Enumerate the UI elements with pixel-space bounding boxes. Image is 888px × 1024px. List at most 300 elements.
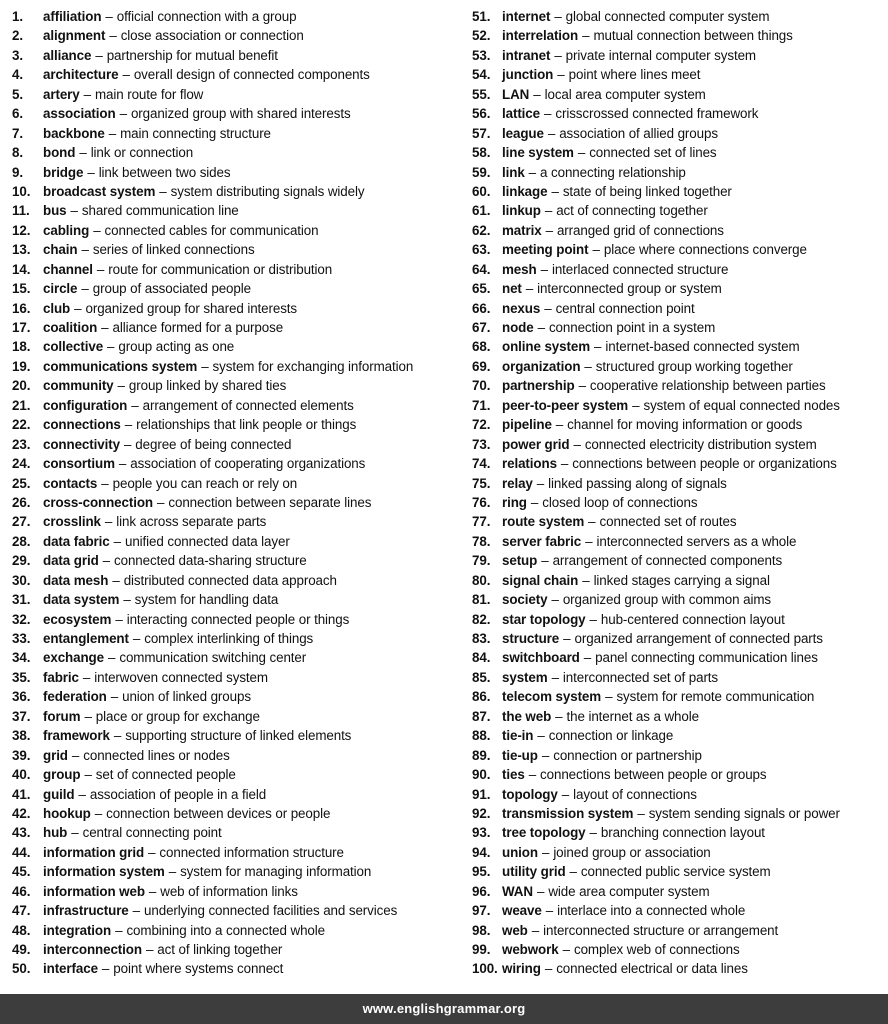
item-term: artery — [43, 86, 80, 102]
list-item — [472, 882, 884, 901]
item-separator: – — [540, 261, 548, 277]
list-item — [472, 707, 884, 726]
item-term: grid — [43, 747, 68, 763]
item-term: topology — [502, 786, 558, 802]
item-number: 63. — [472, 242, 491, 258]
item-definition: association of people in a field — [89, 786, 267, 802]
item-separator: – — [115, 611, 123, 627]
item-number: 22. — [12, 417, 31, 433]
list-item — [472, 785, 884, 804]
item-separator: – — [533, 86, 541, 102]
list-item — [472, 65, 884, 84]
item-definition: connected data-sharing structure — [114, 553, 307, 569]
item-term: system — [502, 669, 548, 685]
list-item — [12, 726, 462, 745]
item-term: infrastructure — [43, 903, 129, 919]
item-definition: organized group with common aims — [562, 592, 771, 608]
item-separator: – — [557, 67, 565, 83]
item-term: organization — [502, 358, 581, 374]
item-separator: – — [536, 883, 545, 899]
list-item — [472, 901, 884, 920]
item-term: line system — [502, 145, 574, 161]
item-definition: connection or partnership — [553, 747, 702, 763]
item-separator: – — [585, 533, 593, 549]
item-definition: union of linked groups — [122, 689, 251, 705]
list-item — [472, 26, 884, 45]
list-item — [472, 260, 884, 279]
item-definition: complex interlinking of things — [144, 631, 314, 646]
item-term: consortium — [43, 456, 115, 472]
item-separator: – — [124, 417, 133, 433]
item-term: linkup — [502, 203, 541, 219]
list-item — [12, 590, 462, 609]
item-term: integration — [43, 922, 112, 938]
item-separator: – — [554, 9, 562, 24]
item-term: architecture — [43, 67, 119, 83]
item-separator: – — [555, 708, 563, 724]
item-separator: – — [82, 669, 91, 685]
item-number: 70. — [472, 378, 491, 394]
item-term: switchboard — [502, 650, 580, 666]
item-separator: – — [555, 417, 564, 433]
list-item — [12, 357, 462, 376]
item-separator: – — [87, 164, 95, 180]
item-term: transmission system — [502, 805, 634, 821]
item-separator: – — [101, 320, 109, 335]
item-definition: interconnected structure or arrangement — [543, 922, 779, 938]
item-number: 2. — [12, 28, 23, 44]
item-definition: web of information links — [160, 883, 298, 899]
item-number: 42. — [12, 805, 31, 821]
item-term: connectivity — [43, 436, 120, 452]
item-definition: state of being linked together — [562, 183, 732, 199]
item-separator: – — [123, 592, 131, 608]
item-separator: – — [530, 494, 539, 510]
list-item — [472, 921, 884, 940]
item-separator: – — [584, 358, 592, 374]
item-separator: – — [117, 378, 125, 394]
item-definition: linked stages carrying a signal — [593, 572, 770, 588]
item-term: group — [43, 767, 81, 783]
item-term: data fabric — [43, 533, 110, 549]
item-definition: main connecting structure — [120, 125, 271, 141]
item-term: online system — [502, 339, 591, 355]
item-definition: link or connection — [90, 145, 194, 161]
item-separator: – — [132, 903, 141, 919]
item-term: web — [502, 922, 528, 938]
item-definition: main route for flow — [94, 86, 204, 102]
item-number: 67. — [472, 320, 491, 335]
item-term: relations — [502, 456, 557, 472]
item-definition: group of associated people — [92, 281, 251, 297]
list-item — [12, 882, 462, 901]
item-term: hub — [43, 825, 68, 841]
list-item — [472, 454, 884, 473]
item-definition: the internet as a whole — [566, 708, 699, 724]
item-number: 71. — [472, 397, 491, 413]
item-number: 77. — [472, 514, 491, 530]
item-separator: – — [109, 28, 117, 44]
item-number: 96. — [472, 883, 491, 899]
item-definition: system for handling data — [134, 592, 279, 608]
item-number: 10. — [12, 183, 31, 199]
item-definition: wide area computer system — [548, 883, 710, 899]
item-separator: – — [541, 553, 549, 569]
item-term: data mesh — [43, 572, 109, 588]
item-number: 57. — [472, 125, 491, 141]
item-definition: cooperative relationship between parties — [589, 378, 826, 394]
list-item — [12, 279, 462, 298]
item-separator: – — [588, 514, 596, 530]
item-number: 74. — [472, 456, 491, 472]
item-definition: distributed connected data approach — [123, 572, 337, 588]
item-separator: – — [528, 767, 537, 783]
item-separator: – — [589, 825, 597, 841]
item-number: 37. — [12, 708, 31, 724]
item-definition: hub-centered connection layout — [600, 611, 785, 627]
item-definition: place or group for exchange — [95, 708, 260, 724]
item-number: 40. — [12, 767, 31, 783]
item-definition: interconnected group or system — [537, 281, 722, 297]
item-separator: – — [536, 475, 545, 491]
item-term: communications system — [43, 358, 198, 374]
item-term: route system — [502, 514, 585, 530]
item-term: setup — [502, 553, 538, 569]
item-separator: – — [531, 922, 540, 938]
item-number: 39. — [12, 747, 31, 763]
item-term: information system — [43, 864, 165, 880]
item-number: 90. — [472, 767, 491, 783]
item-separator: – — [577, 145, 586, 161]
item-term: tie-up — [502, 747, 538, 763]
list-item — [12, 610, 462, 629]
item-term: federation — [43, 689, 107, 705]
item-number: 65. — [472, 281, 491, 297]
item-term: LAN — [502, 86, 530, 102]
item-number: 7. — [12, 125, 23, 141]
list-item — [12, 648, 462, 667]
list-item — [472, 124, 884, 143]
item-definition: mutual connection between things — [593, 28, 793, 44]
item-definition: connected electrical or data lines — [556, 961, 748, 977]
list-item — [12, 435, 462, 454]
list-item — [12, 862, 462, 881]
item-definition: series of linked connections — [92, 242, 255, 258]
list-item — [472, 726, 884, 745]
item-term: channel — [43, 261, 93, 277]
list-item — [12, 260, 462, 279]
list-item — [12, 901, 462, 920]
list-item — [472, 804, 884, 823]
list-item — [12, 746, 462, 765]
item-number: 12. — [12, 222, 31, 238]
item-separator: – — [551, 669, 559, 685]
item-number: 58. — [472, 145, 491, 161]
item-separator: – — [605, 689, 613, 705]
item-definition: arranged grid of connections — [556, 222, 724, 238]
item-number: 64. — [472, 261, 491, 277]
list-item — [472, 376, 884, 395]
item-separator: – — [148, 883, 157, 899]
item-definition: layout of connections — [573, 786, 697, 802]
item-number: 75. — [472, 475, 491, 491]
item-separator: – — [525, 281, 534, 297]
item-definition: interconnected servers as a whole — [596, 533, 797, 549]
item-separator: – — [537, 320, 545, 335]
item-separator: – — [104, 514, 113, 530]
item-separator: – — [544, 961, 553, 977]
item-definition: group linked by shared ties — [128, 378, 287, 394]
item-definition: interlace into a connected whole — [557, 903, 746, 919]
list-item — [12, 765, 462, 784]
item-number: 88. — [472, 728, 491, 744]
item-number: 5. — [12, 86, 23, 102]
item-number: 89. — [472, 747, 491, 763]
item-separator: – — [157, 494, 165, 510]
item-term: contacts — [43, 475, 98, 491]
item-number: 27. — [12, 514, 31, 530]
item-number: 9. — [12, 164, 23, 180]
item-number: 85. — [472, 669, 491, 685]
item-definition: point where lines meet — [568, 67, 701, 83]
list-item — [12, 26, 462, 45]
item-number: 84. — [472, 650, 491, 666]
item-separator: – — [102, 553, 111, 569]
list-item — [472, 7, 884, 26]
item-separator: – — [84, 708, 92, 724]
item-number: 36. — [12, 689, 31, 705]
item-separator: – — [528, 164, 537, 180]
list-item — [472, 959, 884, 978]
list-item — [12, 804, 462, 823]
item-term: intranet — [502, 47, 551, 63]
item-term: interrelation — [502, 28, 579, 44]
item-term: ties — [502, 767, 525, 783]
item-number: 51. — [472, 9, 491, 24]
item-definition: joined group or association — [553, 844, 711, 860]
item-number: 94. — [472, 844, 491, 860]
item-number: 72. — [472, 417, 491, 433]
item-definition: connection between separate lines — [168, 494, 372, 510]
item-number: 44. — [12, 844, 31, 860]
item-number: 59. — [472, 164, 491, 180]
item-number: 56. — [472, 106, 491, 122]
item-definition: underlying connected facilities and services — [144, 903, 398, 919]
list-item — [472, 862, 884, 881]
item-term: webwork — [502, 942, 559, 957]
item-term: affiliation — [43, 9, 102, 24]
list-item — [12, 532, 462, 551]
list-item — [472, 551, 884, 570]
item-separator: – — [112, 572, 120, 588]
item-number: 62. — [472, 222, 491, 238]
item-term: weave — [502, 903, 542, 919]
item-definition: overall design of connected components — [133, 67, 370, 83]
item-number: 60. — [472, 183, 491, 199]
item-separator: – — [544, 203, 553, 219]
item-term: bus — [43, 203, 67, 219]
item-number: 45. — [12, 864, 31, 880]
item-term: coalition — [43, 320, 98, 335]
item-term: bridge — [43, 164, 84, 180]
list-item — [12, 201, 462, 220]
item-definition: interlaced connected structure — [551, 261, 729, 277]
item-number: 76. — [472, 494, 491, 510]
item-term: partnership — [502, 378, 575, 394]
item-term: ecosystem — [43, 611, 112, 627]
item-number: 14. — [12, 261, 31, 277]
item-definition: unified connected data layer — [124, 533, 290, 549]
list-item — [12, 221, 462, 240]
item-definition: central connecting point — [82, 825, 222, 841]
item-number: 35. — [12, 669, 31, 685]
list-item — [12, 337, 462, 356]
list-item — [472, 474, 884, 493]
item-definition: connections between people or groups — [540, 767, 767, 783]
item-separator: – — [94, 805, 103, 821]
item-term: lattice — [502, 106, 541, 122]
item-separator: – — [123, 436, 132, 452]
item-term: linkage — [502, 183, 548, 199]
item-separator: – — [96, 261, 105, 277]
list-item — [12, 707, 462, 726]
item-separator: – — [569, 864, 577, 880]
item-definition: connection point in a system — [548, 320, 716, 335]
item-definition: connected electricity distribution system — [584, 436, 817, 452]
item-term: alignment — [43, 28, 106, 44]
item-separator: – — [118, 456, 127, 472]
item-number: 50. — [12, 961, 31, 977]
item-number: 73. — [472, 436, 491, 452]
list-item — [472, 532, 884, 551]
item-term: fabric — [43, 669, 79, 685]
item-number: 87. — [472, 708, 491, 724]
item-term: wiring — [502, 961, 541, 977]
item-definition: branching connection layout — [600, 825, 765, 841]
item-number: 91. — [472, 786, 491, 802]
list-item — [472, 610, 884, 629]
item-separator: – — [70, 203, 78, 219]
item-separator: – — [637, 805, 645, 821]
item-term: pipeline — [502, 417, 552, 433]
item-number: 78. — [472, 533, 491, 549]
list-item — [472, 648, 884, 667]
item-number: 17. — [12, 320, 31, 335]
item-number: 47. — [12, 903, 31, 919]
item-term: relay — [502, 475, 533, 491]
item-term: chain — [43, 242, 78, 258]
item-number: 79. — [472, 553, 491, 569]
item-separator: – — [589, 611, 597, 627]
item-term: peer-to-peer system — [502, 397, 629, 413]
list-item — [472, 765, 884, 784]
item-number: 41. — [12, 786, 31, 802]
item-definition: system distributing signals widely — [170, 183, 365, 199]
item-term: WAN — [502, 883, 533, 899]
item-definition: supporting structure of linked elements — [125, 728, 352, 744]
item-definition: act of connecting together — [556, 203, 708, 219]
item-definition: global connected computer system — [565, 9, 770, 24]
list-item — [472, 940, 884, 959]
item-term: alliance — [43, 47, 92, 63]
item-definition: local area computer system — [544, 86, 706, 102]
list-item — [12, 823, 462, 842]
list-item — [472, 104, 884, 123]
list-item — [12, 65, 462, 84]
item-separator: – — [563, 631, 571, 646]
item-definition: interconnected set of parts — [562, 669, 719, 685]
item-number: 43. — [12, 825, 31, 841]
item-separator: – — [84, 767, 92, 783]
item-number: 29. — [12, 553, 31, 569]
item-definition: connected information structure — [159, 844, 344, 860]
item-number: 93. — [472, 825, 491, 841]
item-definition: a connecting relationship — [540, 164, 686, 180]
item-number: 26. — [12, 494, 31, 510]
item-separator: – — [541, 844, 550, 860]
list-item — [12, 785, 462, 804]
item-term: power grid — [502, 436, 570, 452]
item-term: society — [502, 592, 548, 608]
item-number: 4. — [12, 67, 23, 83]
item-separator: – — [551, 183, 559, 199]
list-item — [472, 843, 884, 862]
item-definition: link across separate parts — [116, 514, 267, 530]
item-definition: connections between people or organizations — [572, 456, 837, 472]
item-definition: system for exchanging information — [212, 358, 414, 374]
item-term: server fabric — [502, 533, 582, 549]
item-number: 23. — [12, 436, 31, 452]
item-separator: – — [108, 125, 117, 141]
item-term: crosslink — [43, 514, 101, 530]
item-term: node — [502, 320, 534, 335]
item-number: 1. — [12, 9, 23, 24]
item-separator: – — [113, 728, 122, 744]
list-item — [12, 240, 462, 259]
list-item — [12, 163, 462, 182]
item-number: 25. — [12, 475, 31, 491]
item-number: 98. — [472, 922, 491, 938]
item-definition: interwoven connected system — [94, 669, 268, 685]
item-separator: – — [560, 456, 569, 472]
list-item — [472, 435, 884, 454]
item-separator: – — [544, 106, 552, 122]
item-term: nexus — [502, 300, 541, 316]
item-separator: – — [544, 300, 552, 316]
right-column — [472, 7, 884, 979]
item-separator: – — [582, 28, 590, 44]
list-item — [12, 46, 462, 65]
item-number: 95. — [472, 864, 491, 880]
list-item — [472, 299, 884, 318]
item-term: hookup — [43, 805, 91, 821]
item-term: internet — [502, 9, 551, 24]
item-definition: group acting as one — [118, 339, 235, 355]
list-item — [12, 182, 462, 201]
item-definition: arrangement of connected elements — [142, 397, 354, 413]
item-definition: set of connected people — [95, 767, 236, 783]
list-item — [472, 279, 884, 298]
item-definition: system for managing information — [180, 864, 372, 880]
item-number: 13. — [12, 242, 31, 258]
item-definition: system sending signals or power — [648, 805, 840, 821]
item-definition: channel for moving information or goods — [567, 417, 803, 433]
left-column — [12, 7, 462, 979]
item-number: 20. — [12, 378, 31, 394]
item-definition: connected set of routes — [599, 514, 737, 530]
list-item — [12, 124, 462, 143]
item-definition: alliance formed for a purpose — [112, 320, 284, 335]
